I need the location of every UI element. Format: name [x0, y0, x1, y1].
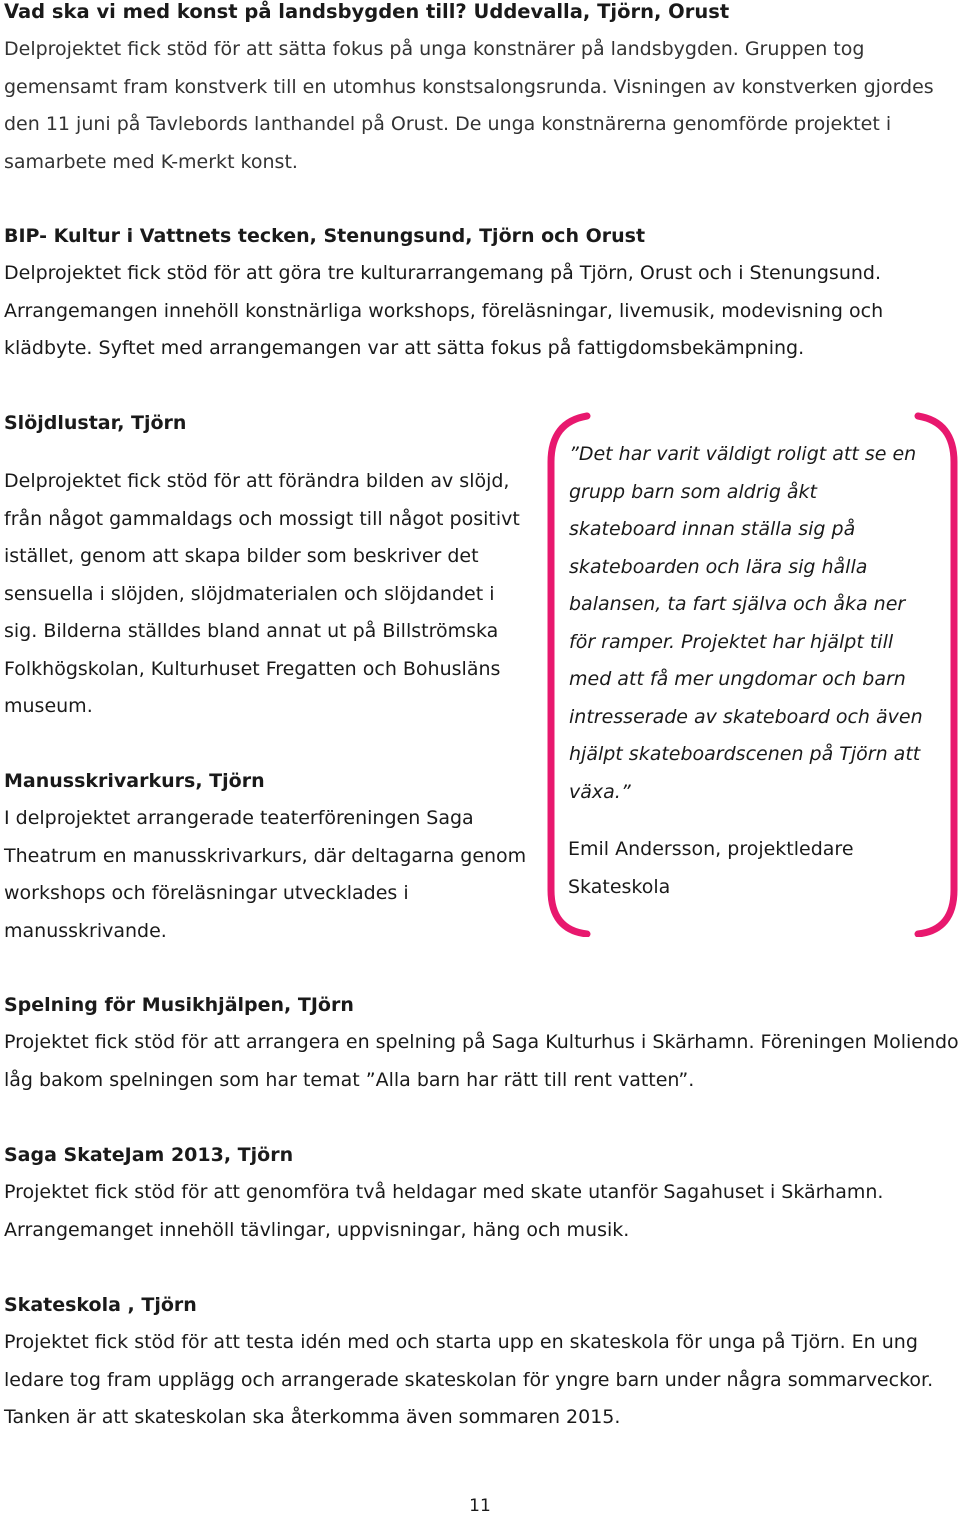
section-title-slojdlustar: Slöjdlustar, Tjörn	[4, 412, 187, 434]
section-title-bip: BIP- Kultur i Vattnets tecken, Stenungsund, Tjörn och Orust	[4, 225, 646, 247]
section-body-konst-landsbygd: Delprojektet fick stöd för att sätta fokus på unga konstnärer på landsbygden. Gruppen tog gemensamt fram konstverk till en utomhus konstsalongsrunda. Visningen av konstverken gjordes den 11 juni på Tavlebords lanthandel på Orust. De unga konstnärerna genomförde projektet i samarbete med K-merkt konst.	[4, 38, 934, 173]
section-title-skateskola: Skateskola , Tjörn	[4, 1294, 197, 1316]
section-body-musikhjalpen: Projektet fick stöd för att arrangera en spelning på Saga Kulturhus i Skärhamn. Föreningen Moliendo låg bakom spelningen som har temat ”Alla barn har rätt till rent vatten”.	[4, 1031, 959, 1091]
section-title-skatejam: Saga SkateJam 2013, Tjörn	[4, 1144, 294, 1166]
section-title-manusskrivarkurs: Manusskrivarkurs, Tjörn	[4, 770, 265, 792]
section-body-skateskola: Projektet fick stöd för att testa idén med och starta upp en skateskola för unga på Tjörn. En ung ledare tog fram upplägg och arrangerade skateskolan för yngre barn under några sommarveckor. Tanken är att skateskolan ska återkomma även sommaren 2015.	[4, 1331, 934, 1428]
section-body-bip: Delprojektet fick stöd för att göra tre kulturarrangemang på Tjörn, Orust och i Stenungsund. Arrangemangen innehöll konstnärliga workshops, föreläsningar, livemusik, modevisning och klädbyte. Syftet med arrangemangen var att sätta fokus på fattigdomsbekämpning.	[4, 262, 884, 359]
page-number: 11	[469, 1496, 491, 1516]
section-body-manusskrivarkurs: I delprojektet arrangerade teaterföreningen Saga Theatrum en manusskrivarkurs, där deltagarna genom workshops och föreläsningar utvecklades i manusskrivande.	[4, 807, 527, 942]
quote-author: Emil Andersson, projektledare Skateskola	[568, 838, 854, 898]
quote-text: ”Det har varit väldigt roligt att se en grupp barn som aldrig åkt skateboard innan ställa sig på skateboarden och lära sig hålla balansen, ta fart själva och åka ner för ramper. Projektet har hjälpt till med att få mer ungdomar och barn intresserade av skateboard och även hjälpt skateboardscenen på Tjörn att växa.”	[569, 443, 923, 803]
section-body-slojdlustar: Delprojektet fick stöd för att förändra bilden av slöjd, från något gammaldags och mossigt till något positivt istället, genom att skapa bilder som beskriver det sensuella i slöjden, slöjdmaterialen och slöjdandet i sig. Bilderna ställdes bland annat ut på Billströmska Folkhögskolan, Kulturhuset Fregatten och Bohusläns museum.	[4, 470, 520, 717]
section-title-musikhjalpen: Spelning för Musikhjälpen, TJörn	[4, 994, 354, 1016]
section-body-skatejam: Projektet fick stöd för att genomföra två heldagar med skate utanför Sagahuset i Skärhamn. Arrangemanget innehöll tävlingar, uppvisningar, häng och musik.	[4, 1181, 884, 1241]
section-title-konst-landsbygd: Vad ska vi med konst på landsbygden till? Uddevalla, Tjörn, Orust	[4, 0, 730, 23]
